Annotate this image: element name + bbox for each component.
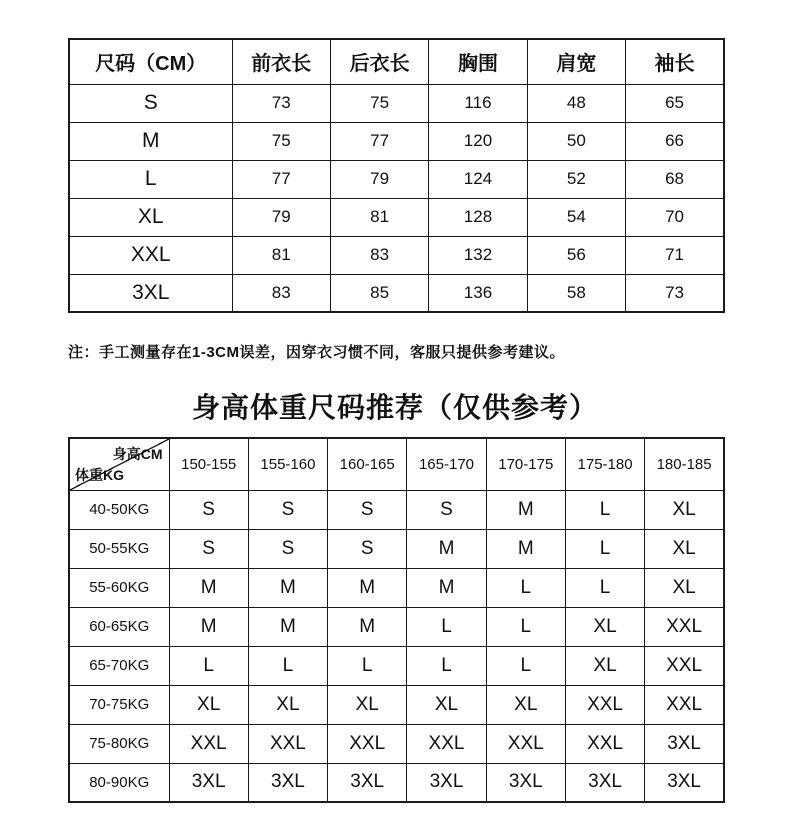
measurement-value-cell: 81 [330, 198, 428, 236]
measurement-value-cell: 79 [232, 198, 330, 236]
recommended-size-cell: XL [645, 568, 724, 607]
recommended-size-cell: L [407, 646, 486, 685]
recommended-size-cell: M [248, 568, 327, 607]
size-table-row [69, 274, 724, 312]
height-range-header-cell: 160-165 [328, 438, 407, 490]
measurement-value-cell: 79 [330, 160, 428, 198]
measurement-value-cell: 54 [527, 198, 625, 236]
measurement-value-cell: 66 [626, 122, 724, 160]
recommended-size-cell: 3XL [645, 763, 724, 802]
recommendation-row [69, 529, 724, 568]
size-table-header-cell: 肩宽 [527, 39, 625, 84]
recommendation-row [69, 724, 724, 763]
size-table-header-cell: 胸围 [429, 39, 527, 84]
recommendation-row [69, 607, 724, 646]
recommended-size-cell: L [169, 646, 248, 685]
recommendation-title: 身高体重尺码推荐（仅供参考） [191, 392, 598, 423]
measurement-value-cell: 75 [330, 84, 428, 122]
recommended-size-cell: XL [486, 685, 565, 724]
recommended-size-cell: L [486, 568, 565, 607]
recommended-size-cell: XL [169, 685, 248, 724]
recommended-size-cell: S [407, 490, 486, 529]
size-table-header-cell: 后衣长 [330, 39, 428, 84]
recommendation-row [69, 568, 724, 607]
recommended-size-cell: 3XL [486, 763, 565, 802]
measurement-value-cell: 73 [626, 274, 724, 312]
recommended-size-cell: L [407, 607, 486, 646]
recommended-size-cell: M [328, 568, 407, 607]
height-range-header-cell: 155-160 [248, 438, 327, 490]
recommended-size-cell: M [328, 607, 407, 646]
height-range-header-cell: 175-180 [565, 438, 644, 490]
measurement-value-cell: 132 [429, 236, 527, 274]
weight-range-cell: 80-90KG [69, 763, 169, 802]
corner-header-cell [69, 438, 169, 490]
recommended-size-cell: S [248, 490, 327, 529]
measurement-note: 注：手工测量存在1-3CM误差，因穿衣习惯不同，客服只提供参考建议。 [68, 344, 566, 361]
height-range-header-cell: 180-185 [645, 438, 724, 490]
recommended-size-cell: S [169, 529, 248, 568]
recommended-size-cell: S [328, 490, 407, 529]
recommended-size-cell: XL [645, 529, 724, 568]
recommended-size-cell: XL [565, 607, 644, 646]
measurement-value-cell: 136 [429, 274, 527, 312]
measurement-value-cell: 56 [527, 236, 625, 274]
measurement-value-cell: 83 [232, 274, 330, 312]
measurement-value-cell: 65 [626, 84, 724, 122]
recommended-size-cell: M [407, 568, 486, 607]
recommended-size-cell: L [328, 646, 407, 685]
size-table-header-cell: 前衣长 [232, 39, 330, 84]
height-range-header-cell: 170-175 [486, 438, 565, 490]
recommended-size-cell: 3XL [248, 763, 327, 802]
recommended-size-cell: 3XL [565, 763, 644, 802]
size-label-cell: XL [69, 198, 232, 236]
recommended-size-cell: S [328, 529, 407, 568]
recommended-size-cell: M [169, 568, 248, 607]
size-table-header-row [69, 39, 724, 84]
size-table-row [69, 236, 724, 274]
size-label-cell: S [69, 84, 232, 122]
weight-range-cell: 40-50KG [69, 490, 169, 529]
measurement-value-cell: 128 [429, 198, 527, 236]
measurement-value-cell: 77 [232, 160, 330, 198]
recommended-size-cell: 3XL [645, 724, 724, 763]
recommendation-row [69, 490, 724, 529]
size-label-cell: 3XL [69, 274, 232, 312]
measurement-value-cell: 85 [330, 274, 428, 312]
height-range-header-cell: 150-155 [169, 438, 248, 490]
recommended-size-cell: XXL [645, 685, 724, 724]
recommended-size-cell: XL [407, 685, 486, 724]
height-weight-recommendation-table [68, 437, 725, 803]
size-table-row [69, 160, 724, 198]
measurement-value-cell: 77 [330, 122, 428, 160]
recommended-size-cell: L [565, 568, 644, 607]
weight-axis-label: 体重KG [75, 466, 124, 483]
recommendation-header-row [69, 438, 724, 490]
measurement-value-cell: 58 [527, 274, 625, 312]
recommended-size-cell: 3XL [328, 763, 407, 802]
height-range-header-cell: 165-170 [407, 438, 486, 490]
weight-range-cell: 75-80KG [69, 724, 169, 763]
recommendation-row [69, 685, 724, 724]
measurement-value-cell: 120 [429, 122, 527, 160]
size-table-header-cell: 尺码（CM） [69, 39, 232, 84]
weight-range-cell: 55-60KG [69, 568, 169, 607]
measurement-value-cell: 73 [232, 84, 330, 122]
recommended-size-cell: L [486, 646, 565, 685]
recommended-size-cell: L [565, 490, 644, 529]
recommended-size-cell: XXL [565, 685, 644, 724]
recommended-size-cell: 3XL [169, 763, 248, 802]
measurement-value-cell: 68 [626, 160, 724, 198]
size-label-cell: XXL [69, 236, 232, 274]
size-label-cell: L [69, 160, 232, 198]
size-label-cell: M [69, 122, 232, 160]
size-table-header-cell: 袖长 [626, 39, 724, 84]
size-table-row [69, 198, 724, 236]
recommendation-row [69, 646, 724, 685]
recommended-size-cell: XXL [486, 724, 565, 763]
recommended-size-cell: XL [248, 685, 327, 724]
measurement-value-cell: 124 [429, 160, 527, 198]
recommended-size-cell: M [407, 529, 486, 568]
garment-size-table [68, 38, 725, 313]
recommendation-row [69, 763, 724, 802]
recommended-size-cell: M [486, 529, 565, 568]
weight-range-cell: 65-70KG [69, 646, 169, 685]
measurement-value-cell: 116 [429, 84, 527, 122]
recommended-size-cell: XXL [248, 724, 327, 763]
recommended-size-cell: XL [565, 646, 644, 685]
recommended-size-cell: M [486, 490, 565, 529]
recommended-size-cell: M [169, 607, 248, 646]
measurement-value-cell: 71 [626, 236, 724, 274]
recommended-size-cell: XXL [328, 724, 407, 763]
weight-range-cell: 50-55KG [69, 529, 169, 568]
recommended-size-cell: XXL [565, 724, 644, 763]
recommended-size-cell: XL [328, 685, 407, 724]
recommended-size-cell: 3XL [407, 763, 486, 802]
recommended-size-cell: S [248, 529, 327, 568]
size-table-row [69, 122, 724, 160]
recommended-size-cell: L [486, 607, 565, 646]
recommended-size-cell: XXL [407, 724, 486, 763]
recommended-size-cell: XXL [645, 646, 724, 685]
measurement-value-cell: 70 [626, 198, 724, 236]
measurement-value-cell: 75 [232, 122, 330, 160]
measurement-value-cell: 83 [330, 236, 428, 274]
measurement-value-cell: 81 [232, 236, 330, 274]
size-table-row [69, 84, 724, 122]
measurement-value-cell: 50 [527, 122, 625, 160]
height-axis-label: 身高CM [112, 446, 163, 462]
recommended-size-cell: L [248, 646, 327, 685]
weight-range-cell: 70-75KG [69, 685, 169, 724]
recommended-size-cell: XXL [169, 724, 248, 763]
recommended-size-cell: L [565, 529, 644, 568]
measurement-value-cell: 48 [527, 84, 625, 122]
recommended-size-cell: S [169, 490, 248, 529]
measurement-value-cell: 52 [527, 160, 625, 198]
weight-range-cell: 60-65KG [69, 607, 169, 646]
recommended-size-cell: XXL [645, 607, 724, 646]
recommended-size-cell: XL [645, 490, 724, 529]
recommended-size-cell: M [248, 607, 327, 646]
